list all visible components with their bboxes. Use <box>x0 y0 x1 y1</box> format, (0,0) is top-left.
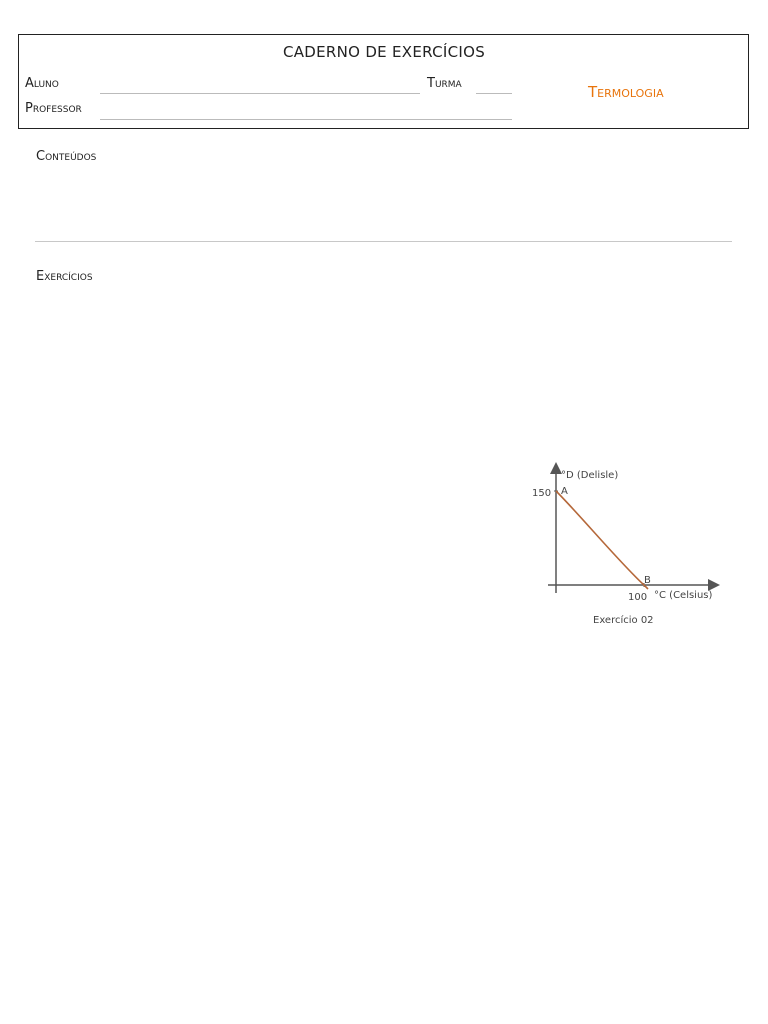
subject-title: Termologia <box>588 83 664 101</box>
point-b-label: B <box>644 575 651 586</box>
aluno-label: Aluno <box>25 76 59 91</box>
point-a-label: A <box>561 486 568 497</box>
turma-field[interactable] <box>476 93 512 94</box>
exercise-figure <box>520 455 735 635</box>
y-tick-label: 150 <box>532 488 552 499</box>
aluno-field[interactable] <box>100 93 420 94</box>
figure-caption: Exercício 02 <box>593 615 654 626</box>
exercicios-heading: Exercícios <box>36 269 93 284</box>
turma-label: Turma <box>427 76 462 91</box>
header-box <box>18 34 749 129</box>
y-axis-label: °D (Delisle) <box>561 470 619 481</box>
line-ab <box>556 491 648 589</box>
page-title: CADERNO DE EXERCÍCIOS <box>282 43 486 61</box>
professor-field[interactable] <box>100 119 512 120</box>
x-axis-label: °C (Celsius) <box>654 590 713 601</box>
section-divider <box>35 241 732 242</box>
professor-label: Professor <box>25 101 82 116</box>
x-tick-label: 100 <box>628 592 648 603</box>
delisle-celsius-graph <box>520 455 735 635</box>
conteudos-heading: Conteúdos <box>36 149 97 164</box>
